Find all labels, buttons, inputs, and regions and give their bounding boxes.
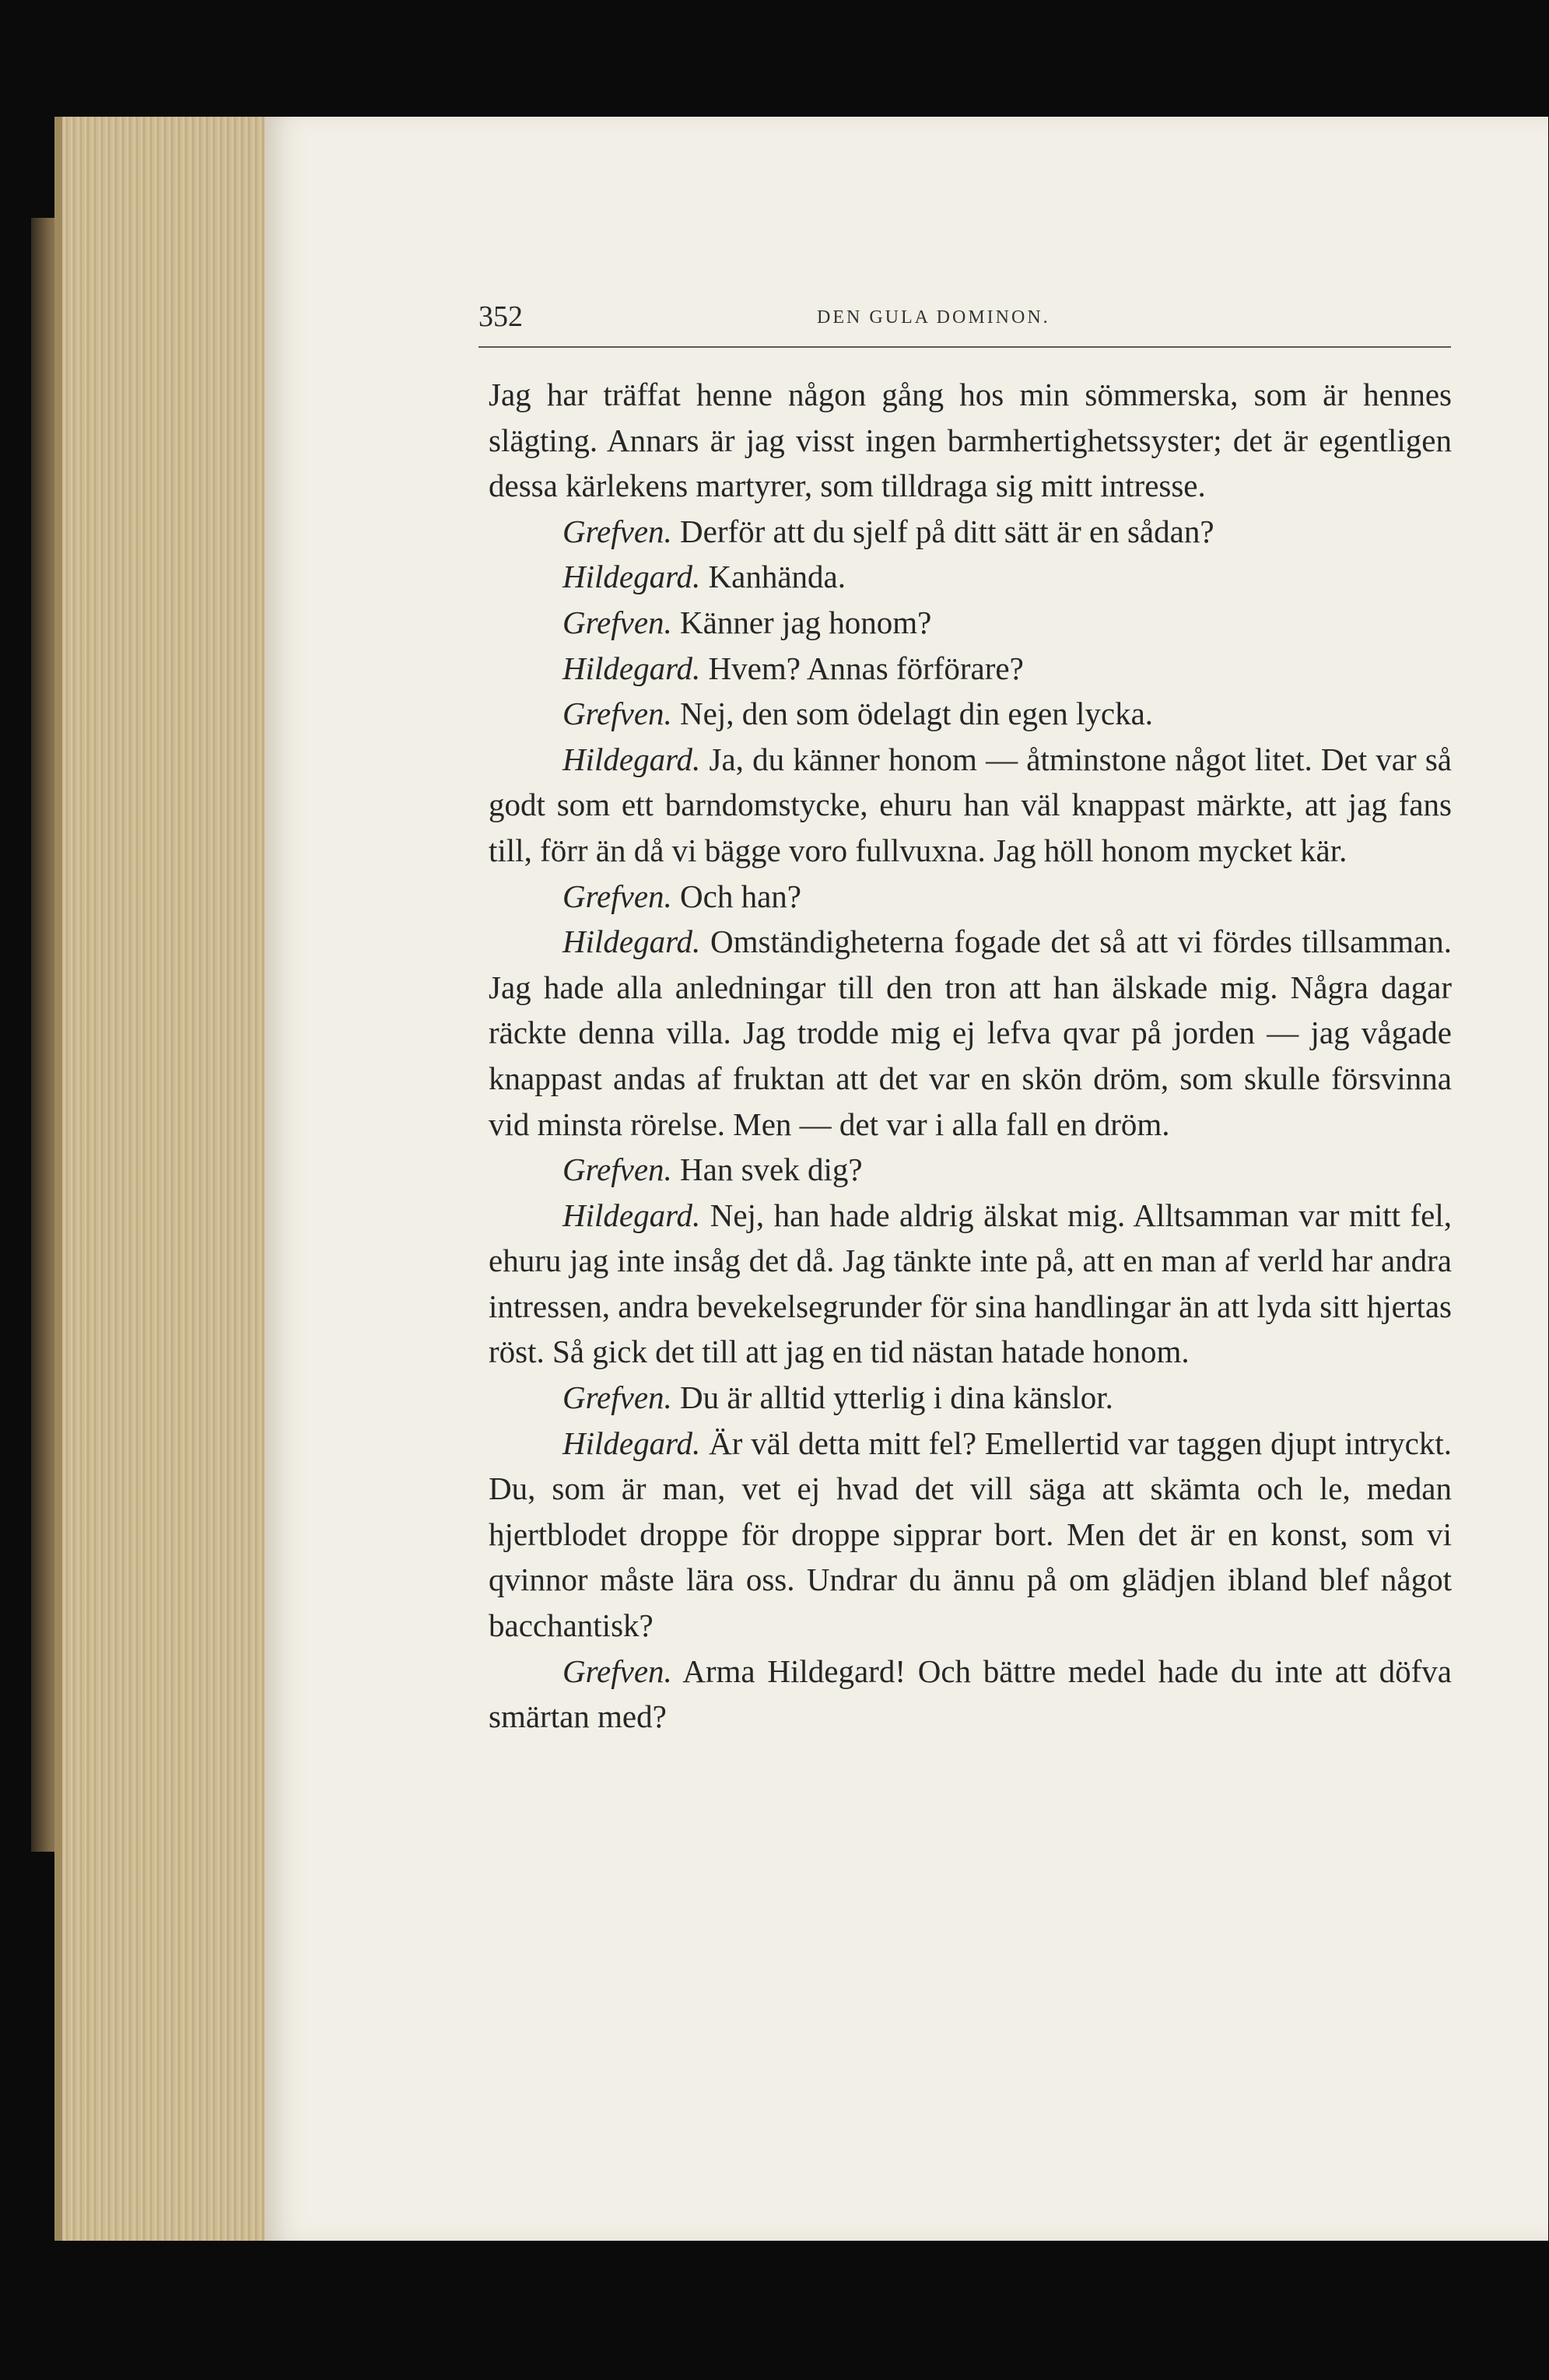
page-number: 352 xyxy=(478,300,523,333)
paragraph-text: Kanhända. xyxy=(708,559,846,595)
speaker-name: Grefven. xyxy=(562,1379,672,1416)
page-header xyxy=(478,300,1451,348)
paragraph-text: Du är alltid ytterlig i dina känslor. xyxy=(680,1379,1113,1416)
speaker-name: Grefven. xyxy=(562,1653,672,1689)
speaker-name: Grefven. xyxy=(562,878,672,914)
speaker-name: Grefven. xyxy=(562,513,672,549)
paragraph-text: Arma Hildegard! Och bättre medel hade du inte att döfva smärtan med? xyxy=(489,1653,1452,1735)
paragraph-text: Är väl detta mitt fel? Emellertid var taggen djupt intryckt. Du, som är man, vet ej hvad det vill säga att skämta och le, medan hjertblodet droppe för droppe sipprar bort. Men det är en konst, som vi qvinnor måste lära oss. Undrar du ännu på om glädjen ibland blef något bacchantisk? xyxy=(489,1425,1452,1644)
speaker-name: Hildegard. xyxy=(562,1425,701,1461)
paragraph xyxy=(489,509,1452,555)
paragraph-text: Derför att du sjelf på ditt sätt är en sådan? xyxy=(680,513,1214,549)
paragraph-text: Nej, han hade aldrig älskat mig. Alltsamman var mitt fel, ehuru jag inte insåg det då. Jag tänkte inte på, att en man af verld har andra intressen, andra bevekelsegrunder för sina handlingar än att lyda sitt hjertas röst. Så gick det till att jag en tid nästan hatade honom. xyxy=(489,1197,1453,1370)
paragraph-text: Hvem? Annas förförare? xyxy=(708,650,1024,686)
paragraph xyxy=(489,1193,1452,1375)
paragraph xyxy=(489,737,1452,874)
paragraph xyxy=(489,1147,1452,1193)
body-text xyxy=(489,372,1452,1740)
paragraph-text: Omständigheterna fogade det så att vi fördes tillsamman. Jag hade alla anledningar till den tron att han älskade mig. Några dagar räckte denna villa. Jag trodde mig ej lefva qvar på jorden — jag vågade knappast andas af fruktan att det var en skön dröm, som skulle försvinna vid minsta rörelse. Men — det var i alla fall en dröm. xyxy=(489,924,1452,1142)
speaker-name: Hildegard. xyxy=(562,650,701,686)
paragraph xyxy=(489,691,1452,737)
paragraph-text: Och han? xyxy=(680,878,801,914)
paragraph xyxy=(489,600,1452,646)
speaker-name: Hildegard. xyxy=(562,559,701,595)
paragraph xyxy=(489,919,1452,1147)
paragraph-text: Han svek dig? xyxy=(680,1151,863,1188)
paragraph-text: Jag har träffat henne någon gång hos min sömmerska, som är hennes slägting. Annars är jag visst ingen barmhertighetssyster; det är egentligen dessa kärlekens martyrer, som tilldraga sig mitt intresse. xyxy=(489,377,1452,504)
speaker-name: Hildegard. xyxy=(562,741,701,777)
paragraph-text: Ja, du känner honom — åtminstone något litet. Det var så godt som ett barndomstycke, ehuru han väl knappast märkte, att jag fans till, förr än då vi bägge voro fullvuxna. Jag höll honom mycket kär. xyxy=(489,741,1453,868)
paragraph xyxy=(489,372,1452,509)
paragraph xyxy=(489,646,1452,692)
paragraph xyxy=(489,1375,1452,1421)
paragraph xyxy=(489,554,1452,600)
paragraph-text: Känner jag honom? xyxy=(680,604,932,640)
speaker-name: Grefven. xyxy=(562,696,672,732)
speaker-name: Hildegard. xyxy=(562,924,701,960)
running-head: DEN GULA DOMINON. xyxy=(817,307,1050,328)
speaker-name: Grefven. xyxy=(562,1151,672,1188)
paragraph xyxy=(489,1421,1452,1649)
speaker-name: Hildegard. xyxy=(562,1197,701,1233)
speaker-name: Grefven. xyxy=(562,604,672,640)
paragraph xyxy=(489,1649,1452,1740)
paragraph xyxy=(489,874,1452,920)
page-edges xyxy=(54,117,288,2241)
paragraph-text: Nej, den som ödelagt din egen lycka. xyxy=(680,696,1154,732)
